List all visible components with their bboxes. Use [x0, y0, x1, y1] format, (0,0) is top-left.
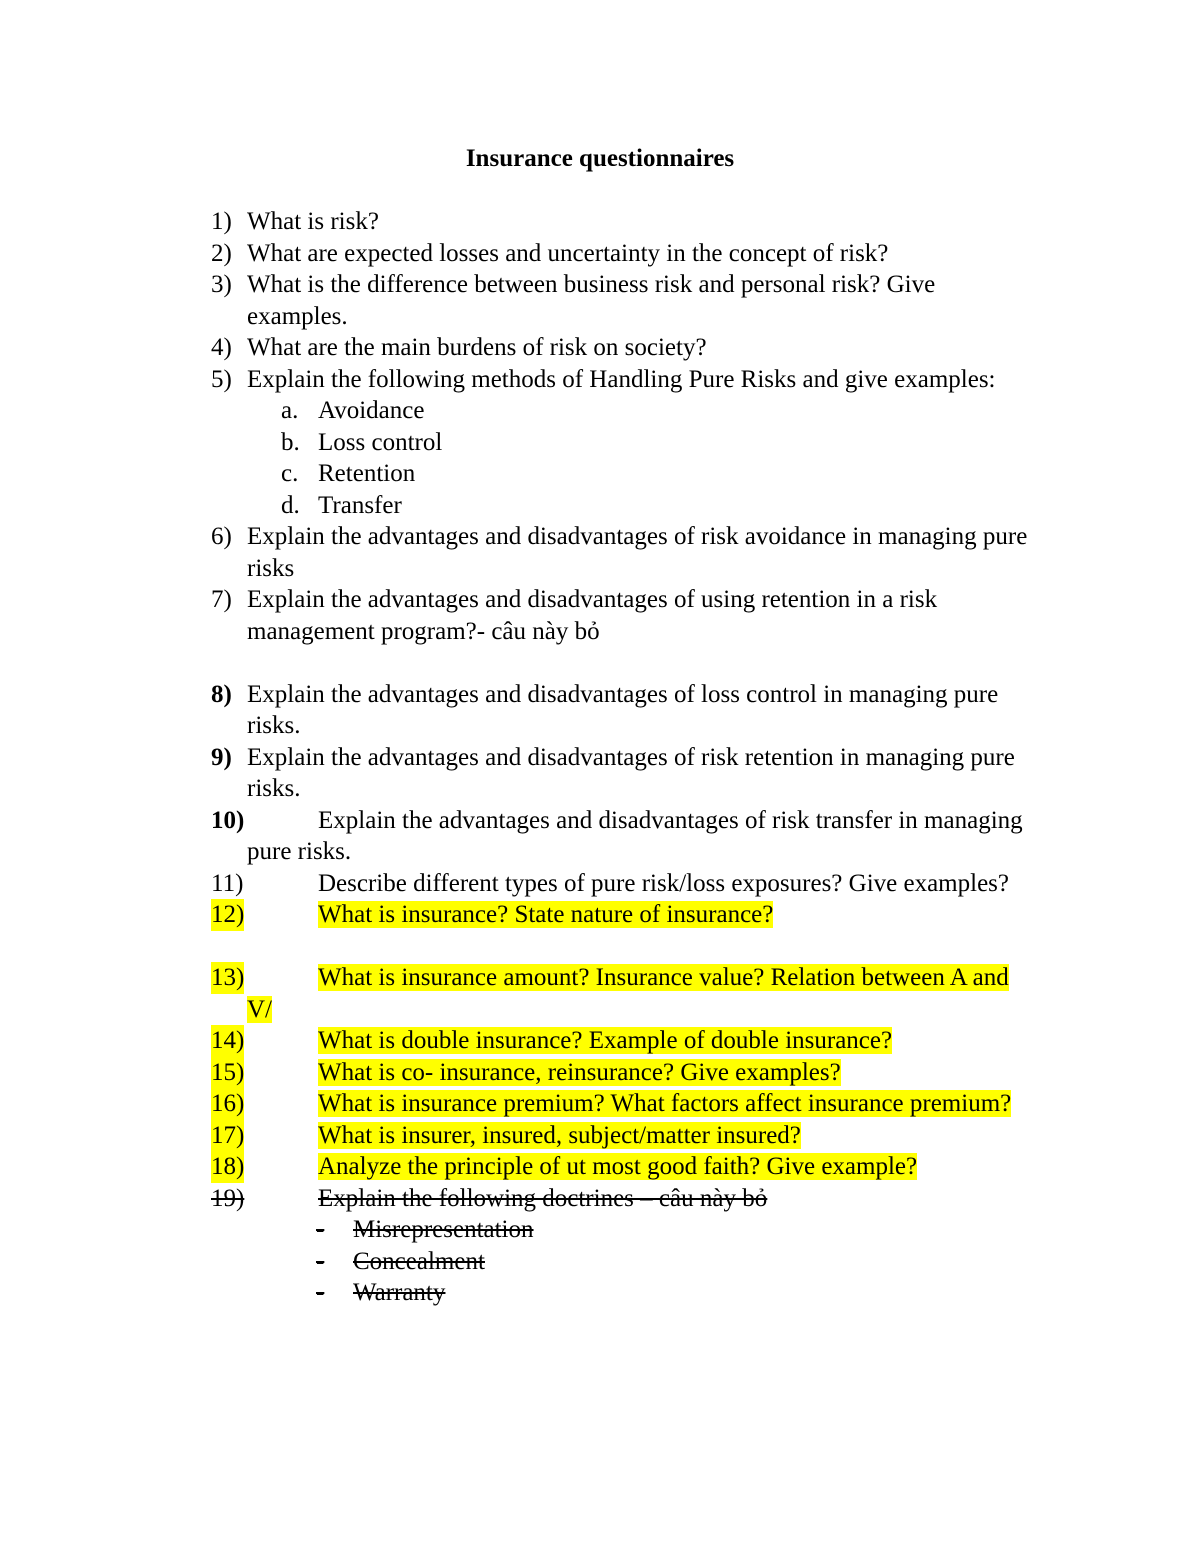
question-4 [211, 332, 1031, 364]
question-16 [211, 1088, 1031, 1120]
question-8 [211, 679, 1031, 742]
question-text: Explain the following doctrines – câu này bỏ [318, 1184, 768, 1212]
question-number: 11) [211, 869, 244, 897]
question-19 [211, 1183, 1031, 1215]
sub-item-retention [211, 458, 1031, 490]
question-14 [211, 1025, 1031, 1057]
question-text: What is risk? [247, 208, 379, 235]
sub-item-loss-control [211, 427, 1031, 459]
question-5 [211, 364, 1031, 396]
sub-item-text: Avoidance [318, 397, 425, 424]
sub-item-label: c. [281, 460, 299, 487]
question-12 [211, 899, 1031, 931]
question-number: 5) [211, 365, 232, 393]
dash-marker: - [316, 1279, 325, 1306]
question-number: 14) [211, 1025, 244, 1057]
question-number: 8) [211, 680, 232, 708]
question-text: Explain the advantages and disadvantages of risk transfer in managing pure risks. [247, 806, 1023, 865]
blank-line [211, 647, 1031, 679]
question-number: 4) [211, 334, 232, 361]
question-number: 6) [211, 523, 232, 550]
question-3 [211, 269, 1031, 332]
question-6 [211, 521, 1031, 584]
question-1 [211, 206, 1031, 238]
question-number: 15) [211, 1057, 244, 1089]
sub-item-label: b. [281, 428, 300, 456]
question-18 [211, 1151, 1031, 1183]
question-number: 19) [211, 1184, 245, 1212]
question-17 [211, 1120, 1031, 1152]
question-text: Explain the advantages and disadvantages of risk avoidance in managing pure risks [247, 523, 1028, 582]
doctrine-concealment [211, 1246, 1031, 1278]
dash-marker: - [316, 1247, 325, 1275]
sub-item-label: a. [281, 397, 299, 424]
doctrine-text: Concealment [353, 1247, 485, 1275]
dash-marker: - [316, 1216, 325, 1243]
document-title: Insurance questionnaires [465, 145, 735, 172]
question-15 [211, 1057, 1031, 1089]
question-text: What is co- insurance, reinsurance? Give examples? [318, 1058, 841, 1086]
question-text: What is double insurance? Example of double insurance? [318, 1027, 893, 1054]
blank-line [211, 931, 1031, 963]
sub-item-text: Retention [318, 460, 416, 487]
sub-item-avoidance [211, 395, 1031, 427]
question-text: Analyze the principle of ut most good faith? Give example? [318, 1153, 918, 1180]
doctrine-text: Misrepresentation [353, 1216, 534, 1243]
question-7 [211, 584, 1031, 647]
question-10 [211, 805, 1031, 868]
sub-item-text: Loss control [318, 428, 443, 456]
question-number: 2) [211, 239, 232, 267]
question-13 [211, 962, 1031, 1025]
question-text: Explain the advantages and disadvantages of loss control in managing pure risks. [247, 680, 999, 739]
sub-item-text: Transfer [318, 491, 402, 519]
sub-item-label: d. [281, 491, 300, 519]
question-number: 13) [211, 962, 244, 994]
question-text: What are the main burdens of risk on society? [247, 334, 707, 361]
question-number: 18) [211, 1151, 244, 1183]
question-11 [211, 868, 1031, 900]
question-text: Describe different types of pure risk/loss exposures? Give examples? [318, 869, 1009, 897]
question-2 [211, 238, 1031, 270]
question-number: 1) [211, 208, 232, 235]
question-number: 9) [211, 743, 232, 771]
question-list [211, 206, 1031, 1309]
question-number: 7) [211, 586, 232, 613]
question-text: What is insurance premium? What factors affect insurance premium? [318, 1090, 1012, 1117]
doctrine-text: Warranty [353, 1279, 446, 1306]
question-number: 17) [211, 1120, 244, 1152]
question-text: What is insurer, insured, subject/matter insured? [318, 1121, 801, 1149]
question-text: Explain the advantages and disadvantages of risk retention in managing pure risks. [247, 743, 1015, 802]
question-number: 16) [211, 1088, 244, 1120]
question-text: Explain the advantages and disadvantages of using retention in a risk management program?- câu này bỏ [247, 586, 938, 645]
question-text: What is the difference between business risk and personal risk? Give examples. [247, 271, 936, 330]
question-number: 12) [211, 899, 244, 931]
question-text: What are expected losses and uncertainty in the concept of risk? [247, 239, 889, 267]
question-text: What is insurance? State nature of insurance? [318, 901, 774, 928]
doctrine-warranty [211, 1277, 1031, 1309]
question-9 [211, 742, 1031, 805]
question-text: Explain the following methods of Handling Pure Risks and give examples: [247, 365, 996, 393]
doctrine-misrepresentation [211, 1214, 1031, 1246]
sub-item-transfer [211, 490, 1031, 522]
question-number: 10) [211, 806, 245, 834]
question-text: What is insurance amount? Insurance value? Relation between A and V/ [247, 964, 1009, 1023]
question-number: 3) [211, 271, 232, 298]
